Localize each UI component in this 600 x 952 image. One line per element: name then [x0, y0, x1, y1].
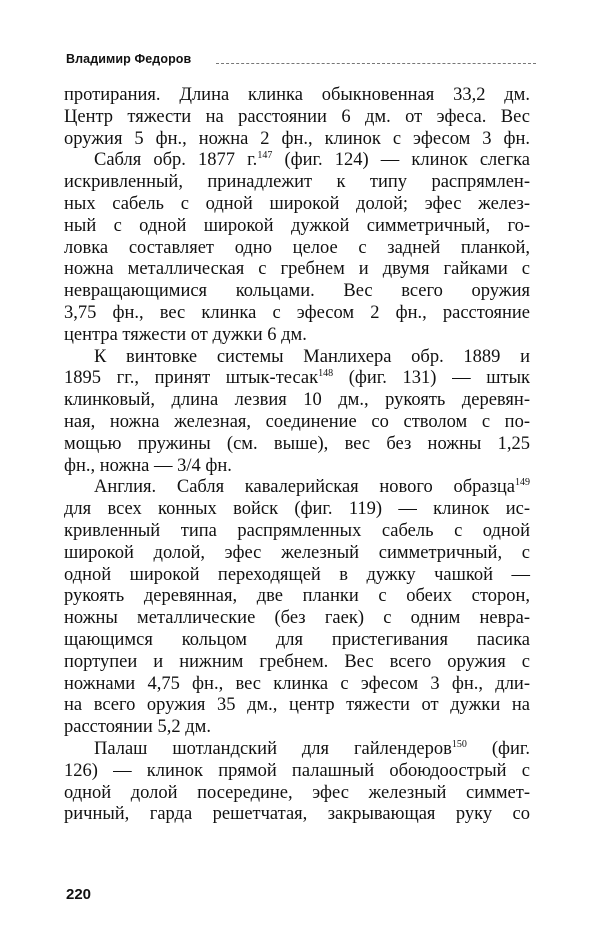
text-line: ричный, гарда решетчатая, закрывающая руку со	[64, 804, 530, 825]
text-line: ный с одной широкой дужкой симметричный, го-	[64, 215, 530, 236]
text-line	[64, 368, 530, 390]
text-line: фн., ножна — 3/4 фн.	[64, 455, 232, 476]
text-line: искривленный, принадлежит к типу распрямлен-	[64, 172, 530, 193]
text-fragment: Палаш шотландский для гайлендеров	[94, 738, 452, 759]
text-line	[64, 477, 530, 499]
text-line: 126) — клинок прямой палашный обоюдоострый с	[64, 760, 530, 781]
text-line: клинковый, длина лезвия 10 дм., рукоять деревян-	[64, 390, 530, 411]
text-fragment: Сабля обр. 1877 г.	[94, 150, 258, 171]
text-line: ножна металлическая с гребнем и двумя гайками с	[64, 259, 530, 280]
running-head	[66, 52, 536, 72]
text-line: одной долой посередине, эфес железный симмет-	[64, 782, 530, 803]
text-line: К винтовке системы Манлихера обр. 1889 и	[94, 346, 530, 367]
page-number: 220	[66, 886, 92, 903]
text-line: для всех конных войск (фиг. 119) — клинок ис-	[64, 499, 530, 520]
text-line: оружия 5 фн., ножна 2 фн., клинок с эфесом 3 фн.	[64, 128, 530, 149]
footnote-ref: 149	[515, 477, 530, 489]
text-fragment: (фиг. 124) — клинок слегка	[272, 150, 530, 171]
text-line: ная, ножна железная, соединение со стволом с по-	[64, 411, 530, 432]
paragraph-2	[64, 150, 530, 346]
footnote-ref: 150	[451, 738, 467, 750]
paragraph-1	[64, 85, 530, 150]
text-line: портупеи и нижним гребнем. Вес всего оружия с	[64, 651, 530, 672]
running-head-author: Владимир Федоров	[66, 52, 192, 66]
text-fragment: 1895 гг., принят штык-тесак	[64, 368, 319, 389]
text-line: 3,75 фн., вес клинка с эфесом 2 фн., расстояние	[64, 302, 530, 323]
paragraph-3	[64, 347, 530, 478]
text-line: одной широкой переходящей в дужку чашкой —	[64, 564, 530, 585]
text-fragment: (фиг. 131) — штык	[333, 368, 530, 389]
text-line	[64, 150, 530, 172]
text-line: ножны металлические (без гаек) с одним невра-	[64, 608, 530, 629]
text-line: мощью пружины (см. выше), вес без ножны 1,25	[64, 433, 530, 454]
text-line: рукоять деревянная, две планки с обеих сторон,	[64, 586, 530, 607]
text-fragment: (фиг.	[466, 738, 530, 759]
text-fragment: Англия. Сабля кавалерийская нового образца	[94, 477, 515, 498]
paragraph-4	[64, 477, 530, 739]
paragraph-5	[64, 739, 530, 826]
text-line: центра тяжести от дужки 6 дм.	[64, 324, 307, 345]
text-line: кривленный типа распрямленных сабель с одной	[64, 520, 530, 541]
text-line	[64, 739, 530, 761]
text-line: расстоянии 5,2 дм.	[64, 717, 211, 738]
text-line: на всего оружия 35 дм., центр тяжести от дужки на	[64, 695, 530, 716]
text-line: Центр тяжести на расстоянии 6 дм. от эфеса. Вес	[64, 106, 530, 127]
text-line: широкой долой, эфес железный симметричный, с	[64, 542, 530, 563]
footnote-ref: 147	[257, 150, 273, 162]
text-line: ных сабель с одной широкой долой; эфес желез-	[64, 193, 530, 214]
running-head-rule	[216, 63, 536, 64]
text-line: невращающимися кольцами. Вес всего оружия	[64, 281, 530, 302]
footnote-ref: 148	[318, 368, 334, 380]
text-line: щающимся кольцом для пристегивания пасика	[64, 629, 530, 650]
text-line: ножнами 4,75 фн., вес клинка с эфесом 3 фн., дли-	[64, 673, 530, 694]
text-line: ловка составляет одно целое с задней планкой,	[64, 237, 530, 258]
body-text	[64, 85, 530, 826]
text-line: протирания. Длина клинка обыкновенная 33,2 дм.	[64, 85, 530, 105]
